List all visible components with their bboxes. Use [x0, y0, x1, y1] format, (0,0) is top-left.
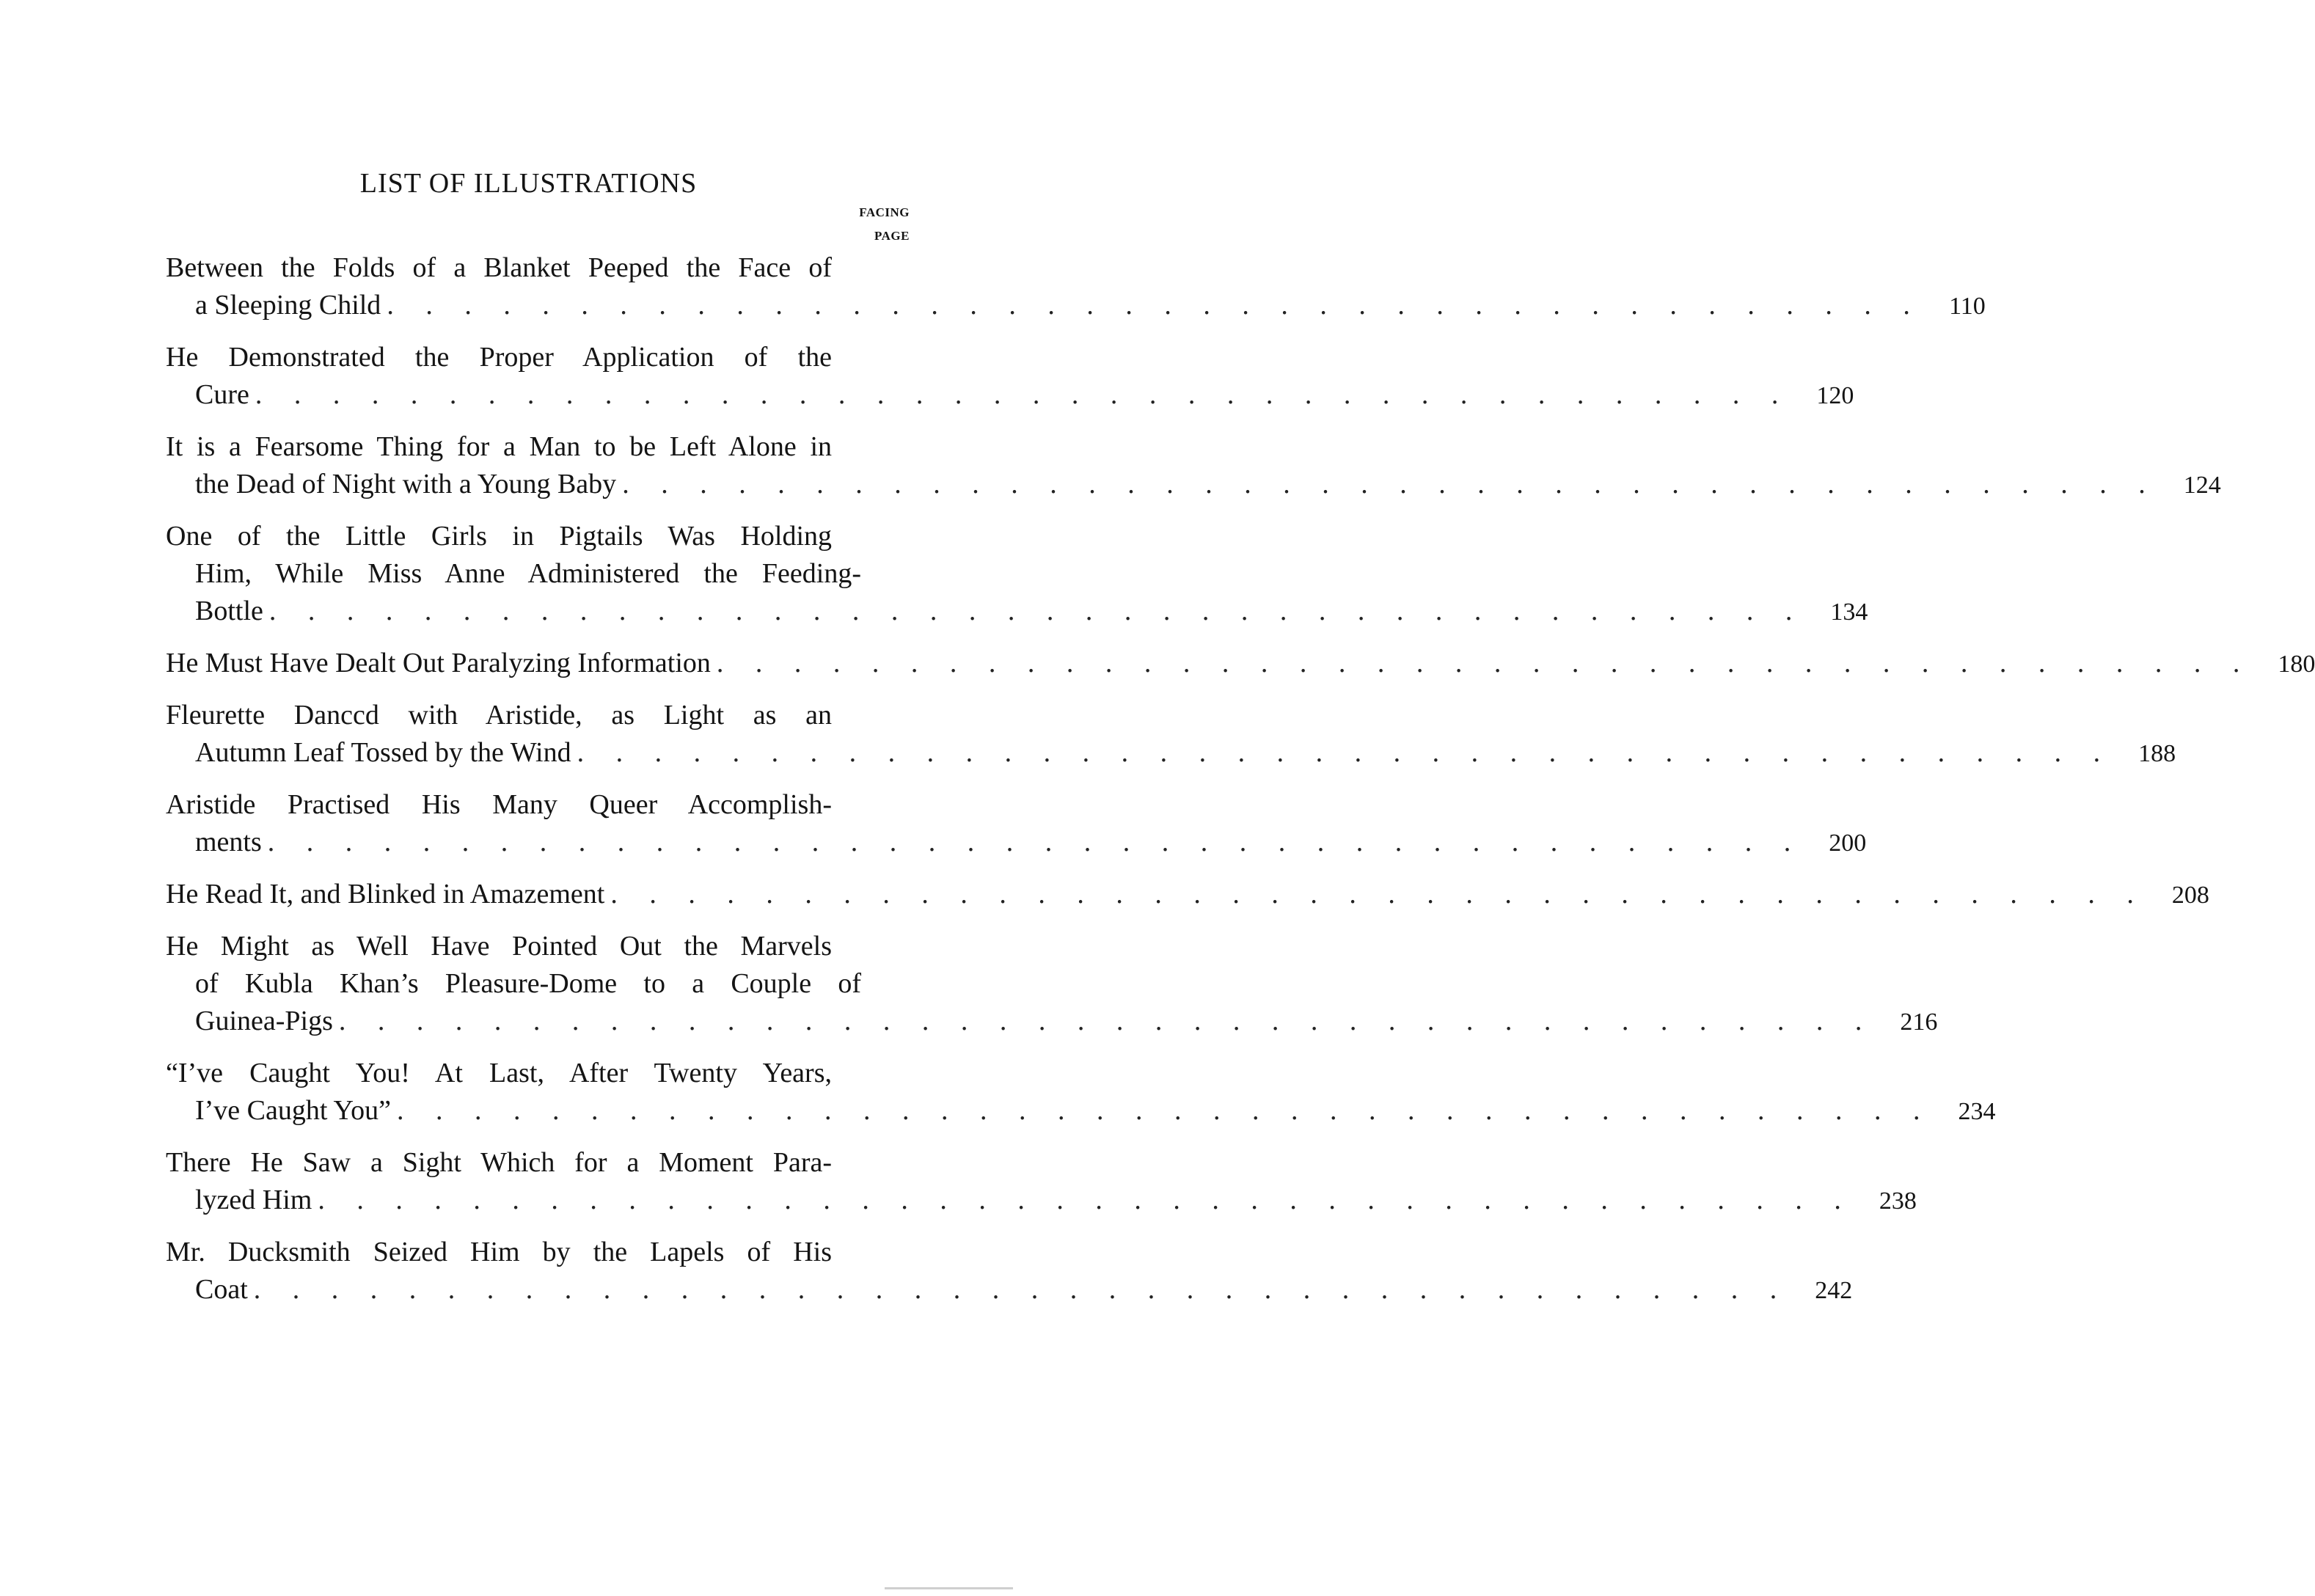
list-item: [166, 786, 1867, 861]
entry-text: He Might as Well Have Pointed Out the Marvels: [166, 931, 832, 962]
entry-line: [166, 645, 2315, 682]
entry-line: [166, 876, 2209, 913]
dot-leader: . . . . . . . . . . . . . . . . . . . . . . . . . . . . . . . . . . . . . . . .: [318, 1185, 1854, 1215]
entry-line: [166, 1055, 911, 1092]
page-number: 110: [1949, 293, 1986, 320]
dot-leader: . . . . . . . . . . . . . . . . . . . . . . . . . . . . . . . . . . . . . . . .: [268, 596, 1805, 626]
entry-text: It is a Fearsome Thing for a Man to be Left Alone in: [166, 431, 832, 462]
entry-line: [166, 287, 1986, 324]
entry-line: [166, 466, 2221, 503]
entry-line: [166, 339, 911, 376]
dot-leader: . . . . . . . . . . . . . . . . . . . . . . . . . . . . . . . . . . . . . . . .: [253, 1274, 1790, 1305]
entry-line: [166, 376, 1854, 414]
entry-text: the Dead of Night with a Young Baby: [195, 469, 617, 499]
entry-text: ments: [195, 827, 262, 857]
entry-line: [166, 1092, 1996, 1130]
entry-text: He Read It, and Blinked in Amazement: [166, 879, 605, 909]
entry-line: [166, 1271, 1853, 1308]
entry-line: [166, 734, 2176, 772]
entry-text: Him, While Miss Anne Administered the Feeding-: [195, 558, 861, 589]
page-number: 238: [1879, 1187, 1917, 1215]
entry-line: [166, 965, 911, 1003]
dot-leader: . . . . . . . . . . . . . . . . . . . . . . . . . . . . . . . . . . . . . . . .: [577, 737, 2113, 768]
entry-line: [166, 928, 911, 965]
entry-text: Between the Folds of a Blanket Peeped the Face of: [166, 252, 832, 283]
entry-text: Fleurette Danccd with Aristide, as Light as an: [166, 700, 832, 731]
page-number: 124: [2183, 472, 2221, 499]
column-header-page: PAGE: [874, 229, 910, 243]
entry-line: [166, 249, 911, 287]
dot-leader: . . . . . . . . . . . . . . . . . . . . . . . . . . . . . . . . . . . . . . . .: [267, 827, 1804, 857]
entry-text: Mr. Ducksmith Seized Him by the Lapels of His: [166, 1237, 832, 1267]
entry-text: One of the Little Girls in Pigtails Was Holding: [166, 521, 832, 552]
entry-line: [166, 824, 1867, 861]
page-number: 200: [1829, 830, 1867, 857]
dot-leader: . . . . . . . . . . . . . . . . . . . . . . . . . . . . . . . . . . . . . . . .: [255, 379, 1791, 410]
entry-text: Aristide Practised His Many Queer Accomplish-: [166, 789, 832, 820]
list-item: [166, 428, 2221, 503]
page-number: 208: [2171, 882, 2209, 909]
page-number: 216: [1900, 1009, 1938, 1036]
entry-text: Coat: [195, 1274, 248, 1305]
entry-line: [166, 428, 911, 466]
entry-line: [166, 1234, 911, 1271]
entry-text: Cure: [195, 379, 249, 410]
entry-line: [166, 1182, 1917, 1219]
page-title: LIST OF ILLUSTRATIONS: [359, 168, 698, 199]
list-item: [166, 518, 1868, 630]
entry-text: Bottle: [195, 596, 263, 626]
page-number: 120: [1816, 382, 1854, 409]
entry-text: “I’ve Caught You! At Last, After Twenty Years,: [166, 1058, 832, 1088]
page-edge-line: [885, 1587, 1013, 1589]
dot-leader: . . . . . . . . . . . . . . . . . . . . . . . . . . . . . . . . . . . . . . . .: [387, 290, 1923, 321]
list-item: [166, 1234, 1853, 1308]
entry-line: [166, 1144, 911, 1182]
entry-text: a Sleeping Child: [195, 290, 381, 321]
entry-text: Guinea-Pigs: [195, 1006, 333, 1036]
entry-line: [166, 786, 911, 824]
list-item: [166, 339, 1854, 414]
list-item: [166, 1144, 1917, 1219]
dot-leader: . . . . . . . . . . . . . . . . . . . . . . . . . . . . . . . . . . . . . . . .: [622, 469, 2158, 499]
page-number: 188: [2138, 740, 2176, 767]
page-number: 242: [1815, 1277, 1853, 1304]
dot-leader: . . . . . . . . . . . . . . . . . . . . . . . . . . . . . . . . . . . . . . . .: [338, 1006, 1875, 1036]
dot-leader: . . . . . . . . . . . . . . . . . . . . . . . . . . . . . . . . . . . . . . . .: [610, 879, 2146, 909]
entry-line: [166, 518, 911, 555]
page-number: 134: [1830, 598, 1868, 626]
entry-text: lyzed Him: [195, 1185, 312, 1215]
entry-line: [166, 555, 911, 593]
entry-text: He Must Have Dealt Out Paralyzing Information: [166, 648, 711, 678]
entry-text: There He Saw a Sight Which for a Moment Para-: [166, 1147, 832, 1178]
list-item: [166, 1055, 1996, 1130]
list-item: [166, 928, 1938, 1040]
list-item: [166, 876, 2209, 913]
list-item: [166, 697, 2176, 772]
entry-text: He Demonstrated the Proper Application of the: [166, 342, 832, 373]
list-item: [166, 249, 1986, 324]
page-number: 180: [2278, 651, 2315, 678]
entry-line: [166, 593, 1868, 630]
entry-text: Autumn Leaf Tossed by the Wind: [195, 737, 571, 768]
entry-line: [166, 1003, 1938, 1040]
dot-leader: . . . . . . . . . . . . . . . . . . . . . . . . . . . . . . . . . . . . . . . .: [716, 648, 2253, 678]
column-header-facing: FACING: [859, 205, 910, 219]
entry-text: of Kubla Khan’s Pleasure-Dome to a Couple of: [195, 968, 861, 999]
dot-leader: . . . . . . . . . . . . . . . . . . . . . . . . . . . . . . . . . . . . . . . .: [397, 1095, 1933, 1126]
page-number: 234: [1958, 1098, 1996, 1125]
entry-text: I’ve Caught You”: [195, 1095, 392, 1126]
entry-line: [166, 697, 911, 734]
illustrations-list: [166, 249, 2315, 1323]
list-item: [166, 645, 2315, 682]
